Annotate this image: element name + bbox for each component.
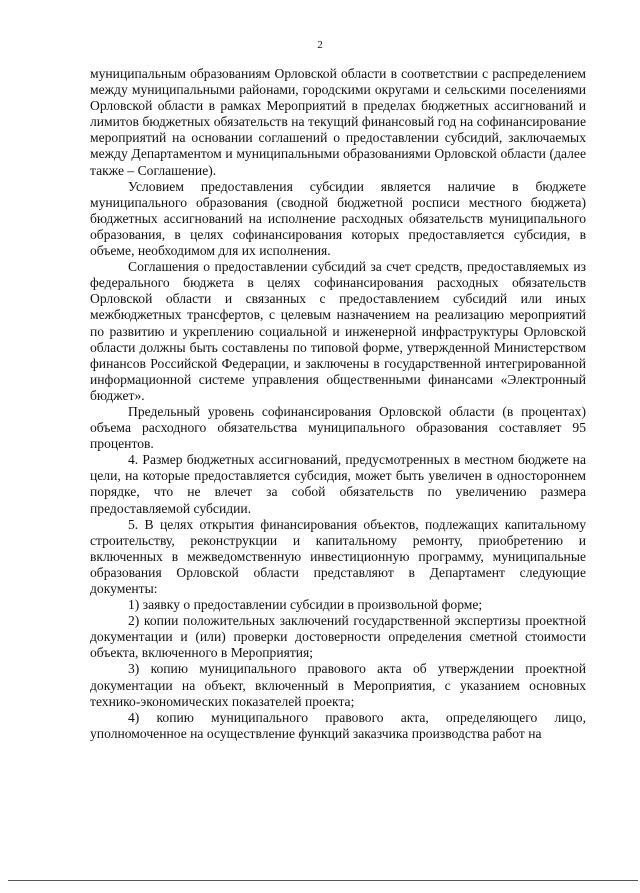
paragraph-subsidy-condition: Условием предоставления субсидии является наличие в бюджете муниципального образования (сводной бюджетной росписи местного бюджета) бюджетных ассигнований на исполнение расходных обязательств муниципального образования, в целях софинансирования которых предоставляется субсидия, в объеме, необходимом для их исполнения. [90, 178, 586, 259]
document-body [90, 66, 586, 742]
paragraph-cofinancing-level: Предельный уровень софинансирования Орловской области (в процентах) объема расходного обязательства муниципального образования составляет 95 процентов. [90, 403, 586, 452]
paragraph-agreements: Соглашения о предоставлении субсидий за счет средств, предоставляемых из федерального бюджета в целях софинансирования расходных обязательств Орловской области и связанных с предоставлением субсидий или иных межбюджетных трансфертов, с целевым назначением на реализацию мероприятий по развитию и укреплению социальной и инженерной инфраструктуры Орловской области должны быть составлены по типовой форме, утвержденной Министерством финансов Российской Федерации, и заключены в государственной интегрированной информационной системе управления общественными финансами «Электронный бюджет». [90, 259, 586, 403]
list-item-3: 3) копию муниципального правового акта об утверждении проектной документации на объект, включенный в Мероприятия, с указанием основных технико-экономических показателей проекта; [90, 661, 586, 709]
paragraph-item-4: 4. Размер бюджетных ассигнований, предусмотренных в местном бюджете на цели, на которые предоставляется субсидия, может быть увеличен в одностороннем порядке, что не влечет за собой обязательств по увеличению размера предоставляемой субсидии. [90, 452, 586, 516]
paragraph-item-5: 5. В целях открытия финансирования объектов, подлежащих капитальному строительству, реконструкции и капитальному ремонту, приобретению и включенных в межведомственную инвестиционную программу, муниципальные образования Орловской области представляют в Департамент следующие документы: [90, 516, 586, 596]
page-number: 2 [317, 39, 323, 51]
list-item-4: 4) копию муниципального правового акта, определяющего лицо, уполномоченное на осуществление функций заказчика производства работ на [90, 709, 586, 741]
paragraph-continuation: муниципальным образованиям Орловской области в соответствии с распределением между муниципальными районами, городскими округами и сельскими поселениями Орловской области в рамках Мероприятий в пределах бюджетных ассигнований и лимитов бюджетных обязательств на текущий финансовый год на софинансирование мероприятий на основании соглашений о предоставлении субсидий, заключаемых между Департаментом и муниципальными образованиями Орловской области (далее также – Соглашение). [90, 66, 586, 178]
bottom-divider [8, 880, 638, 881]
list-item-2: 2) копии положительных заключений государственной экспертизы проектной документации и (или) проверки достоверности определения сметной стоимости объекта, включенного в Мероприятия; [90, 613, 586, 661]
list-item-1: 1) заявку о предоставлении субсидии в произвольной форме; [128, 597, 483, 613]
